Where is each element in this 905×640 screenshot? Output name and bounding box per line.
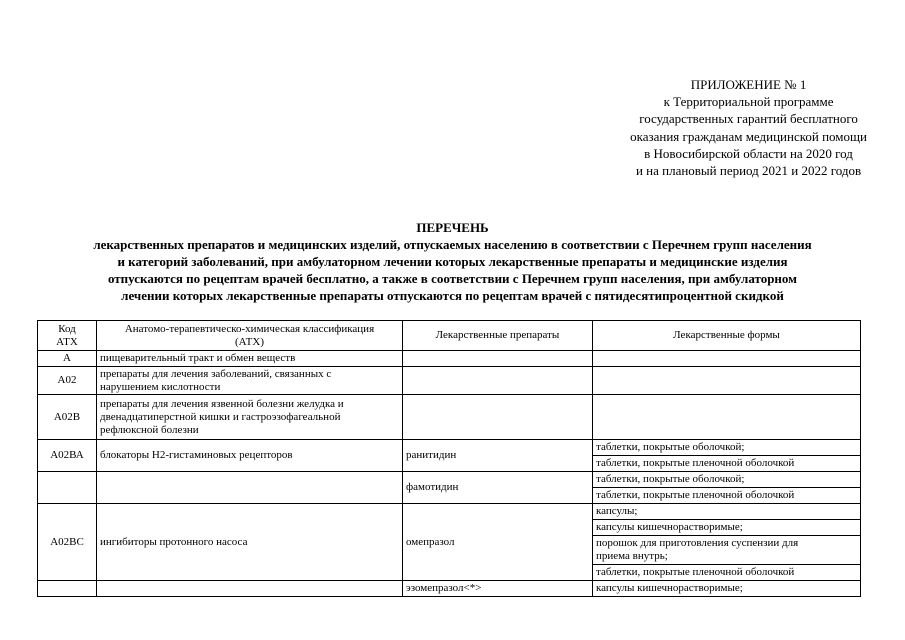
drug-form: капсулы; — [593, 504, 861, 520]
drug-form: капсулы кишечнорастворимые; — [593, 581, 861, 597]
title-line: и категорий заболеваний, при амбулаторном лечении которых лекарственные препараты и медицинские изделия — [117, 254, 788, 270]
atc-class-text: препараты для лечения заболеваний, связанных с нарушением кислотности — [100, 367, 332, 393]
appendix-line: ПРИЛОЖЕНИЕ № 1 — [690, 77, 807, 92]
atc-class — [97, 367, 403, 395]
table-row — [38, 351, 861, 367]
drug-name: ранитидин — [403, 440, 593, 472]
atc-class — [97, 472, 403, 504]
drug-name — [403, 367, 593, 395]
title-heading: ПЕРЕЧЕНЬ — [416, 220, 489, 235]
drug-name — [403, 395, 593, 440]
atc-code — [38, 581, 97, 597]
table-row — [38, 367, 861, 395]
table-row — [38, 472, 861, 488]
drug-form: таблетки, покрытые оболочкой; — [593, 472, 861, 488]
drug-name — [403, 351, 593, 367]
appendix-line: и на плановый период 2021 и 2022 годов — [635, 163, 862, 179]
header-class-text: Анатомо-терапевтическо-химическая классификация (АТХ) — [124, 322, 375, 348]
table-row — [38, 440, 861, 456]
drug-form: таблетки, покрытые оболочкой; — [593, 440, 861, 456]
title-line: лечении которых лекарственные препараты отпускаются по рецептам врачей с пятидесятипроцентной скидкой — [121, 288, 784, 304]
drug-form: капсулы кишечнорастворимые; — [593, 520, 861, 536]
appendix-line: в Новосибирской области на 2020 год — [644, 145, 853, 161]
appendix-line: государственных гарантий бесплатного — [639, 111, 858, 127]
header-code — [38, 321, 97, 351]
drug-form — [593, 536, 861, 565]
atc-class — [97, 395, 403, 440]
atc-code — [38, 472, 97, 504]
table-row — [38, 504, 861, 520]
atc-code: А02В — [38, 395, 97, 440]
table-header-row — [38, 321, 861, 351]
document-title — [22, 219, 883, 304]
drug-form — [593, 395, 861, 440]
drug-name: омепразол — [403, 504, 593, 581]
drug-form — [593, 351, 861, 367]
appendix-line: к Территориальной программе — [663, 94, 834, 110]
atc-code: А02 — [38, 367, 97, 395]
drug-name: эзомепразол<*> — [403, 581, 593, 597]
drug-form — [593, 367, 861, 395]
header-class — [97, 321, 403, 351]
table-row — [38, 581, 861, 597]
drug-name: фамотидин — [403, 472, 593, 504]
atc-class: блокаторы Н2-гистаминовых рецепторов — [97, 440, 403, 472]
atc-class — [97, 581, 403, 597]
atc-class-text: препараты для лечения язвенной болезни желудка и двенадцатиперстной кишки и гастроэзофагеальной рефлюксной болезни — [100, 397, 344, 436]
atc-code: А02ВА — [38, 440, 97, 472]
drug-form-text: порошок для приготовления суспензии для приема внутрь; — [596, 537, 799, 562]
table-row — [38, 395, 861, 440]
header-forms: Лекарственные формы — [593, 321, 861, 351]
header-code-text: Код АТХ — [56, 322, 78, 348]
atc-code: А02ВС — [38, 504, 97, 581]
atc-class: пищеварительный тракт и обмен веществ — [97, 351, 403, 367]
atc-class: ингибиторы протонного насоса — [97, 504, 403, 581]
appendix-line: оказания гражданам медицинской помощи — [630, 128, 867, 144]
appendix-header — [630, 76, 867, 179]
title-line: отпускаются по рецептам врачей бесплатно, а также в соответствии с Перечнем групп населения, при амбулаторном — [107, 271, 798, 287]
drug-form: таблетки, покрытые пленочной оболочкой — [593, 488, 861, 504]
header-drugs: Лекарственные препараты — [403, 321, 593, 351]
drug-form: таблетки, покрытые пленочной оболочкой — [593, 565, 861, 581]
drug-form: таблетки, покрытые пленочной оболочкой — [593, 456, 861, 472]
title-line: лекарственных препаратов и медицинских изделий, отпускаемых населению в соответствии с Перечнем групп населения — [93, 237, 812, 253]
atc-code: А — [38, 351, 97, 367]
medicines-table — [37, 320, 861, 597]
